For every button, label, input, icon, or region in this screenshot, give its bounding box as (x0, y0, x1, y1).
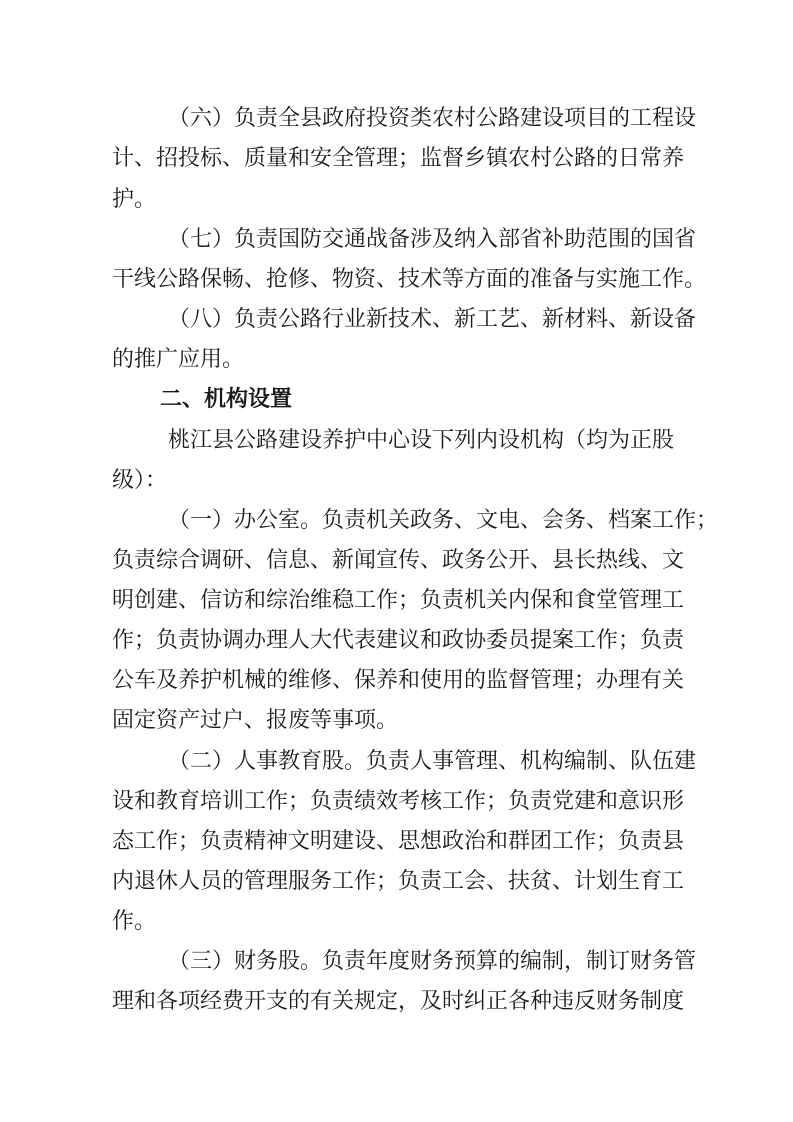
office-line-5: 公车及养护机械的维修、保养和使用的监督管理；办理有关 (112, 668, 685, 693)
paragraph-7-line-1: （七）负责国防交通战备涉及纳入部省补助范围的国省 (168, 227, 697, 252)
intro-line-1: 桃江县公路建设养护中心设下列内设机构（均为正股 (168, 428, 675, 453)
personnel-line-4: 内退休人员的管理服务工作；负责工会、扶贫、计划生育工 (112, 869, 685, 894)
finance-line-2: 理和各项经费开支的有关规定，及时纠正各种违反财务制度 (112, 989, 685, 1014)
office-line-3: 明创建、信访和综治维稳工作；负责机关内保和食堂管理工 (112, 588, 685, 613)
paragraph-8-line-1: （八）负责公路行业新技术、新工艺、新材料、新设备 (168, 307, 697, 332)
paragraph-6-line-1: （六）负责全县政府投资类农村公路建设项目的工程设 (168, 106, 697, 131)
paragraph-8-line-2: 的推广应用。 (112, 347, 245, 372)
personnel-line-3: 态工作；负责精神文明建设、思想政治和群团工作；负责县 (112, 829, 685, 854)
office-line-4: 作；负责协调办理人大代表建议和政协委员提案工作；负责 (112, 628, 685, 653)
paragraph-7-line-2: 干线公路保畅、抢修、物资、技术等方面的准备与实施工作。 (112, 267, 707, 292)
personnel-line-2: 设和教育培训工作；负责绩效考核工作；负责党建和意识形 (112, 789, 685, 814)
paragraph-6-line-3: 护。 (112, 187, 157, 212)
section-heading: 二、机构设置 (160, 387, 293, 412)
finance-line-1: （三）财务股。负责年度财务预算的编制，制订财务管 (168, 949, 697, 974)
intro-line-2: 级）： (112, 468, 168, 493)
personnel-line-5: 作。 (112, 909, 157, 934)
office-line-6: 固定资产过户、报废等事项。 (112, 708, 399, 733)
personnel-line-1: （二）人事教育股。负责人事管理、机构编制、队伍建 (168, 749, 697, 774)
paragraph-6-line-2: 计、招投标、质量和安全管理；监督乡镇农村公路的日常养 (112, 146, 685, 171)
office-line-2: 负责综合调研、信息、新闻宣传、政务公开、县长热线、文 (112, 548, 685, 573)
office-line-1: （一）办公室。负责机关政务、文电、会务、档案工作； (168, 508, 719, 533)
